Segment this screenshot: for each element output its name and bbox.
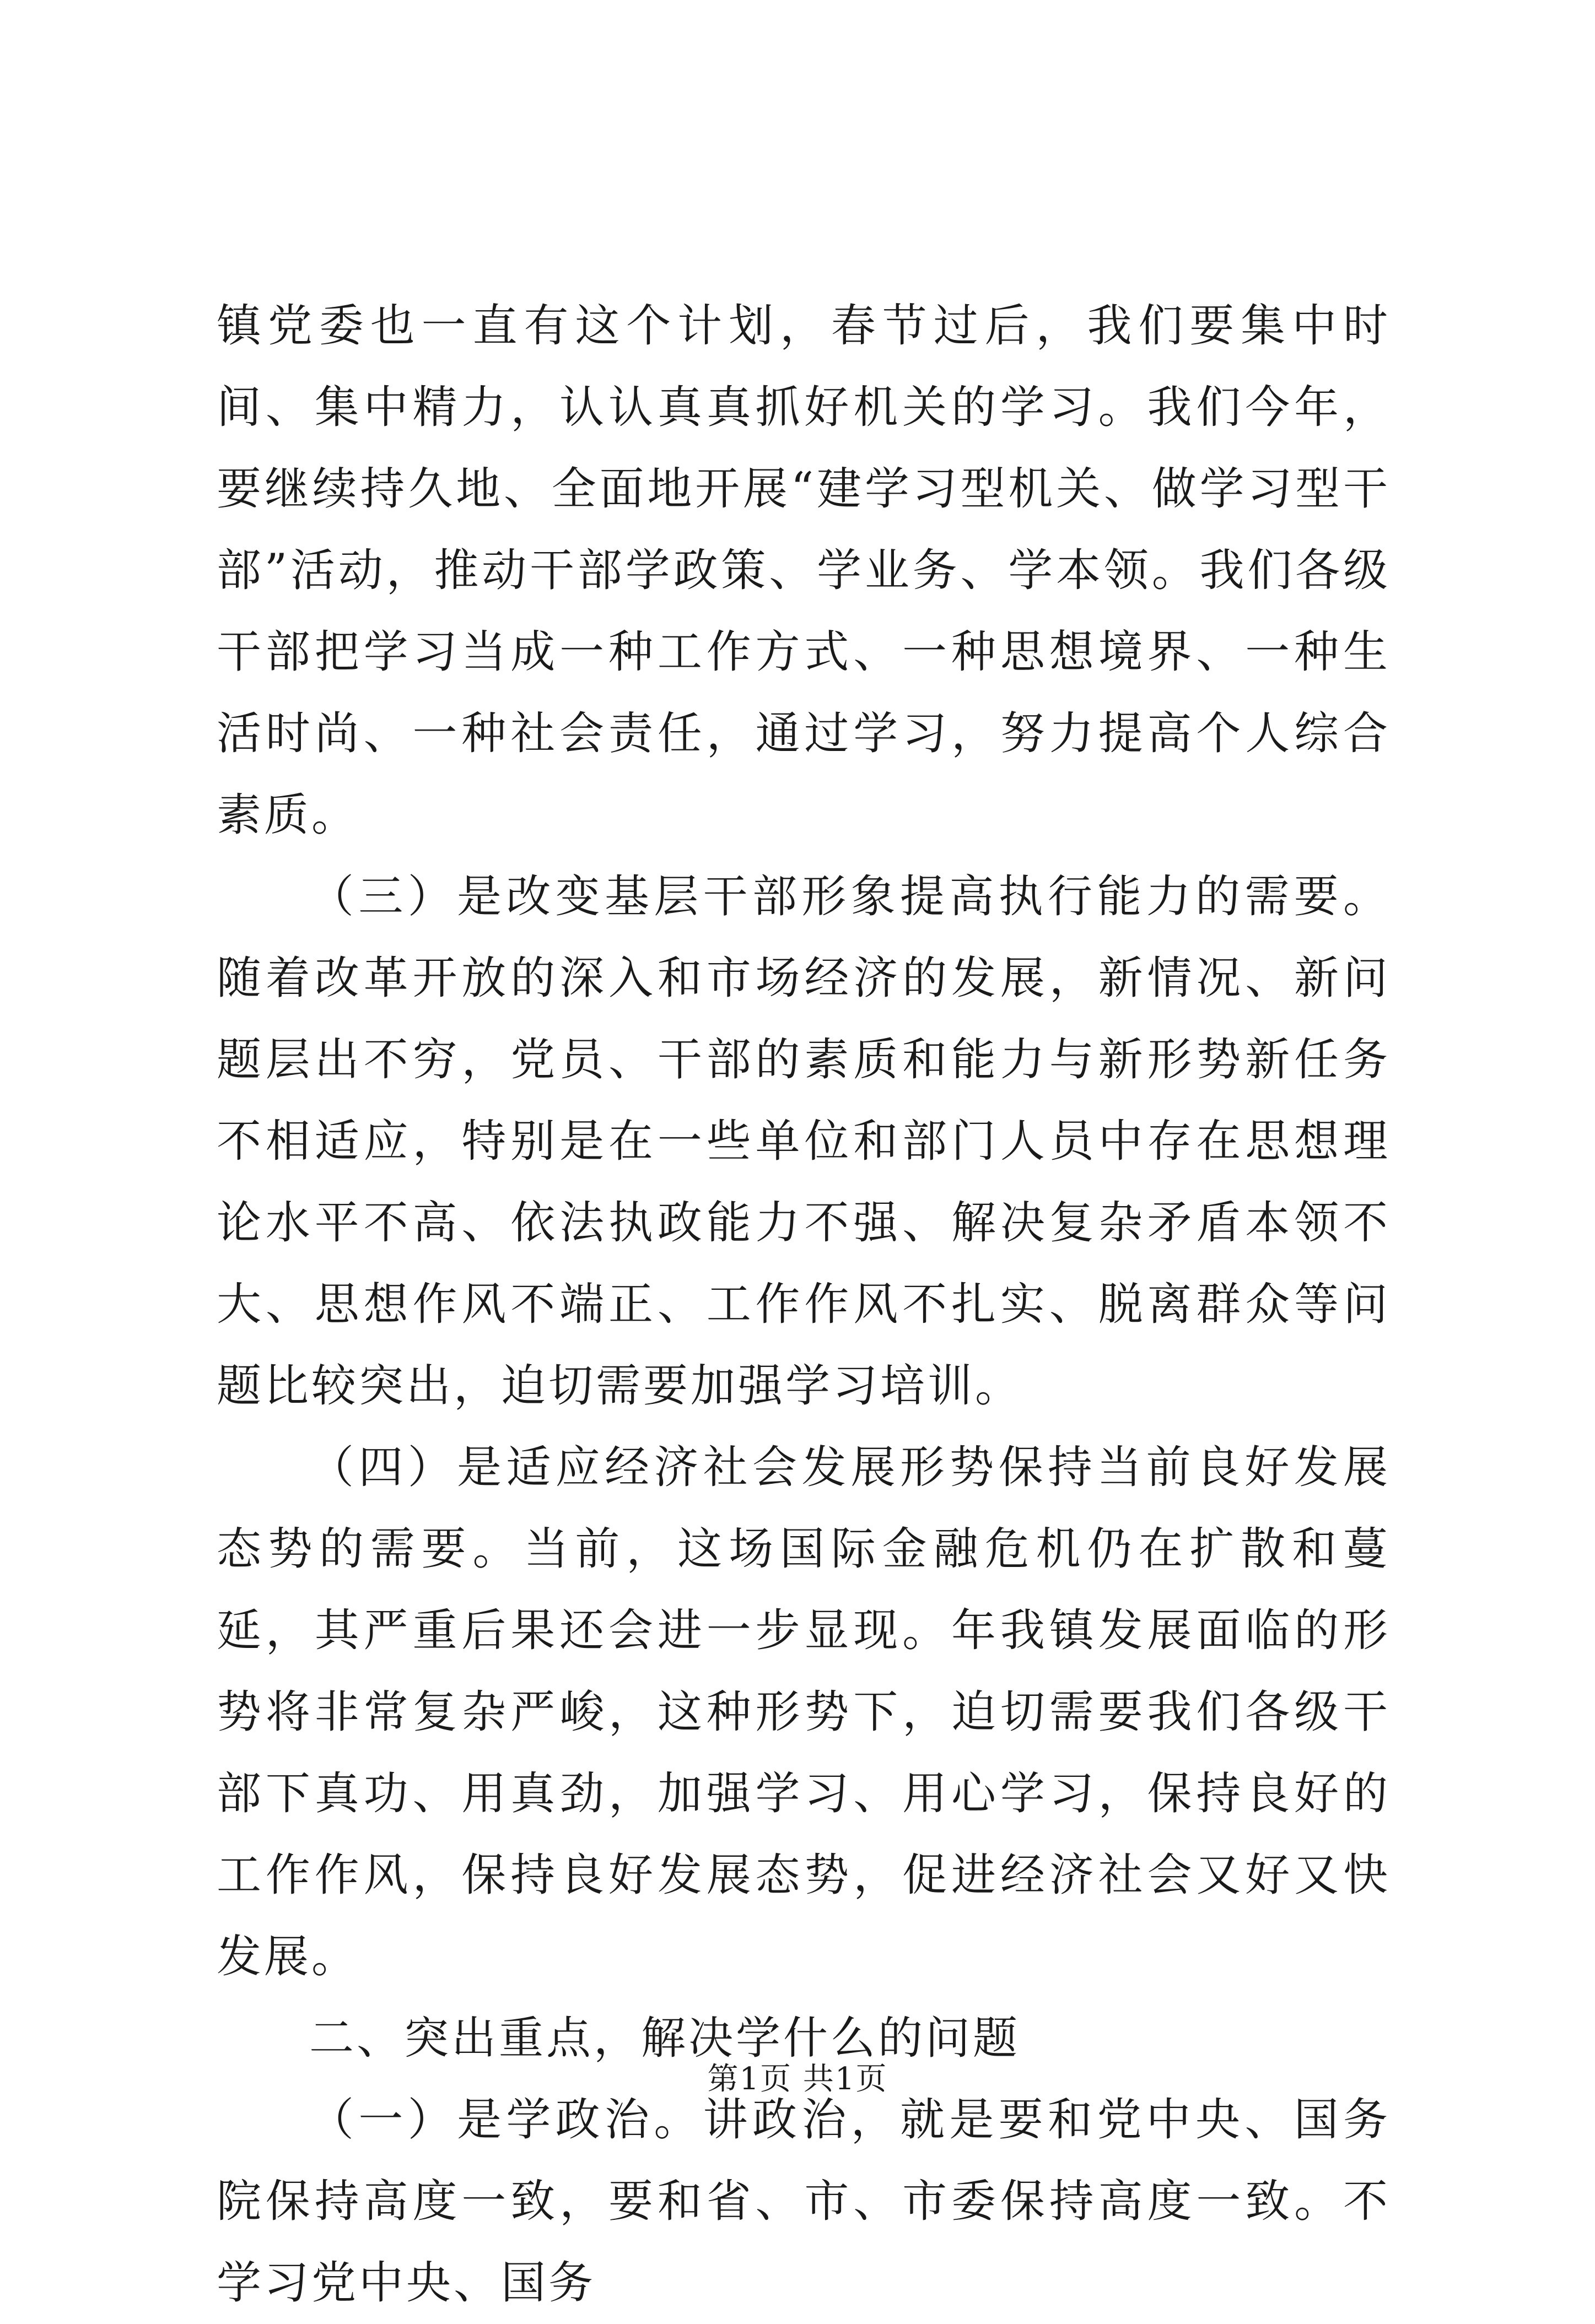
paragraph-continuation: 镇党委也一直有这个计划，春节过后，我们要集中时间、集中精力，认认真真抓好机关的学习。我们今年，要继续持久地、全面地开展“建学习型机关、做学习型干部”活动，推动干部学政策、学业务、学本领。我们各级干部把学习当成一种工作方式、一种思想境界、一种生活时尚、一种社会责任，通过学习，努力提高个人综合素质。 [217, 300, 1391, 841]
paragraph-study-politics: （一）是学政治。讲政治，就是要和党中央、国务院保持高度一致，要和省、市、市委保持高度一致。不学习党中央、国务 [217, 2094, 1391, 2309]
paragraph-section-four: （四）是适应经济社会发展形势保持当前良好发展态势的需要。当前，这场国际金融危机仍在扩散和蔓延，其严重后果还会进一步显现。年我镇发展面临的形势将非常复杂严峻，这种形势下，迫切需要我们各级干部下真功、用真劲，加强学习、用心学习，保持良好的工作作风，保持良好发展态势，促进经济社会又好又快发展。 [217, 1442, 1391, 1983]
document-body [217, 285, 1391, 2324]
section-heading: 二、突出重点，解决学什么的问题 [309, 2013, 1021, 2064]
paragraph-section-three: （三）是改变基层干部形象提高执行能力的需要。随着改革开放的深入和市场经济的发展，新情况、新问题层出不穷，党员、干部的素质和能力与新形势新任务不相适应，特别是在一些单位和部门人员中存在思想理论水平不高、依法执政能力不强、解决复杂矛盾本领不大、思想作风不端正、工作作风不扎实、脱离群众等问题比较突出，迫切需要加强学习培训。 [217, 871, 1391, 1412]
page-footer: 第1页 共1页 [707, 2061, 888, 2097]
